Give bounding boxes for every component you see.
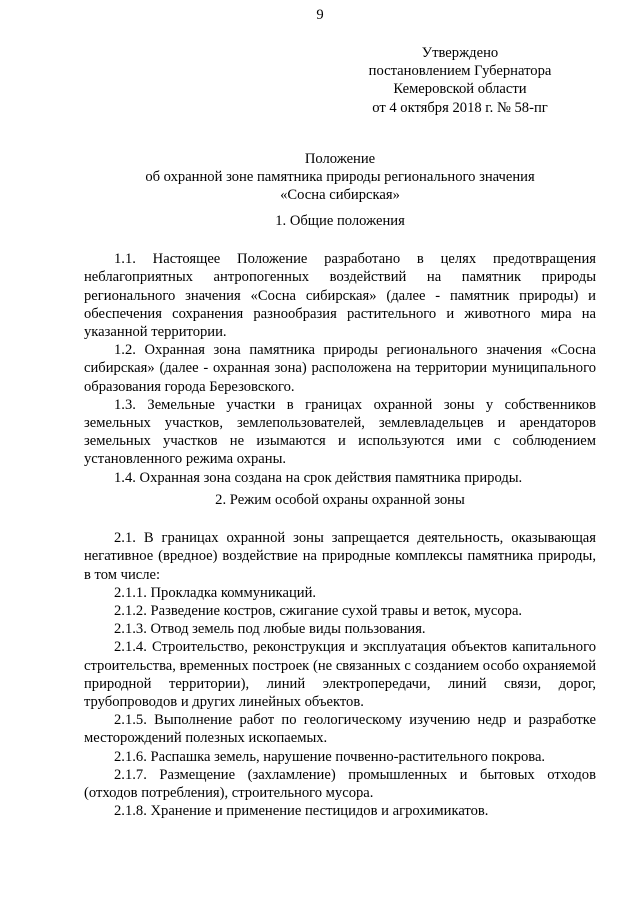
approval-line: Утверждено	[421, 45, 499, 61]
section-general-provisions	[84, 212, 596, 487]
paragraph: 2.1.6. Распашка земель, нарушение почвенно-растительного покрова.	[114, 748, 546, 765]
paragraph: 2.1.1. Прокладка коммуникаций.	[114, 584, 317, 601]
paragraph: 1.3. Земельные участки в границах охранной зоны у собственников земельных участков, землепользователей, землевладельцев и арендаторов земельных участков не изымаются и используются ими с соблюдением установленного режима охраны.	[84, 396, 596, 468]
document-title	[84, 150, 596, 205]
paragraph: 1.1. Настоящее Положение разработано в целях предотвращения неблагоприятных антропогенных воздействий на памятник природы регионального значения «Сосна сибирская» (далее - памятник природы) и обеспечения сохранения разнообразия растительного и животного мира на указанной территории.	[84, 251, 596, 341]
approval-block	[300, 44, 620, 117]
section-protection-regime	[84, 491, 596, 820]
paragraph: 2.1.3. Отвод земель под любые виды пользования.	[114, 621, 426, 638]
paragraph: 2.1.8. Хранение и применение пестицидов и агрохимикатов.	[114, 803, 489, 820]
page-number: 9	[316, 7, 324, 23]
title-line: об охранной зоне памятника природы регионального значения	[145, 169, 535, 186]
section-heading: 1. Общие положения	[275, 213, 405, 229]
approval-line: постановлением Губернатора	[368, 63, 552, 80]
approval-line: от 4 октября 2018 г. № 58-пг	[372, 99, 548, 116]
paragraph: 2.1.4. Строительство, реконструкция и эксплуатация объектов капитального строительства, временных построек (не связанных с созданием особо охраняемой природной территории), линий электропередачи, линий связи, дорог, трубопроводов и других линейных объектов.	[84, 639, 596, 711]
title-line: Положение	[304, 151, 376, 167]
paragraph: 1.2. Охранная зона памятника природы регионального значения «Сосна сибирская» (далее - охранная зона) расположена на территории муниципального образования города Березовского.	[84, 342, 596, 395]
paragraph: 2.1. В границах охранной зоны запрещается деятельность, оказывающая негативное (вредное) воздействие на природные комплексы памятника природы, в том числе:	[84, 530, 596, 583]
paragraph: 2.1.5. Выполнение работ по геологическому изучению недр и разработке месторождений полезных ископаемых.	[84, 712, 596, 747]
paragraph: 2.1.7. Размещение (захламление) промышленных и бытовых отходов (отходов потребления), строительного мусора.	[84, 766, 596, 802]
approval-line: Кемеровской области	[393, 81, 527, 98]
title-line: «Сосна сибирская»	[280, 187, 400, 204]
paragraph: 2.1.2. Разведение костров, сжигание сухой травы и веток, мусора.	[114, 603, 523, 620]
section-heading: 2. Режим особой охраны охранной зоны	[215, 492, 465, 508]
paragraph: 1.4. Охранная зона создана на срок действия памятника природы.	[114, 469, 523, 486]
